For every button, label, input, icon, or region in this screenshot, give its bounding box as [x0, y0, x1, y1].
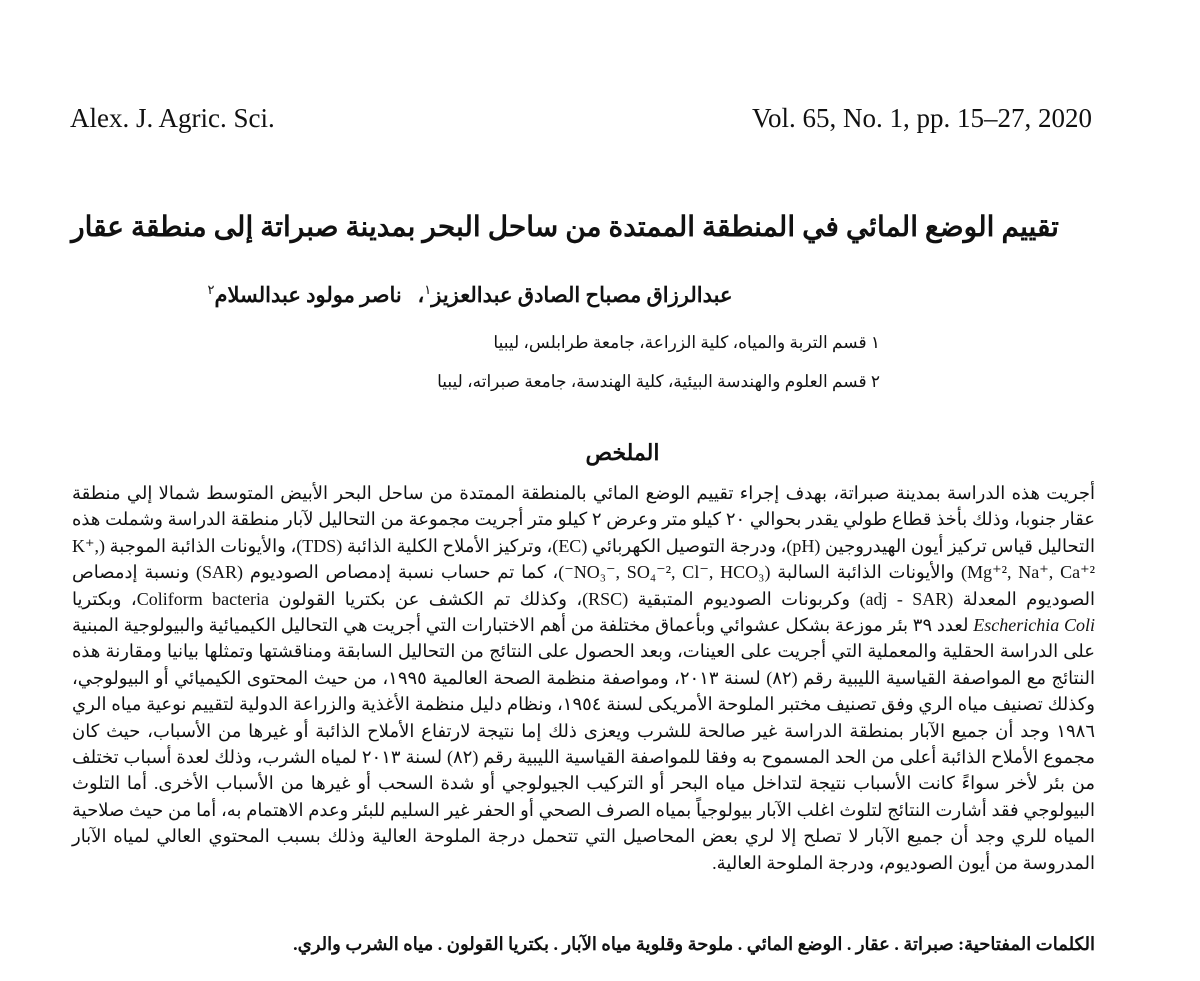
page-header: [70, 98, 1092, 138]
affiliation-2: ٢ قسم العلوم والهندسة البيئية، كلية الهندسة، جامعة صبراته، ليبيا: [437, 372, 880, 391]
author-list: [60, 282, 880, 308]
author-1: عبدالرزاق مصباح الصادق عبدالعزيز: [431, 283, 733, 307]
affiliation-1: ١ قسم التربة والمياه، كلية الزراعة، جامعة طرابلس، ليبيا: [493, 333, 880, 352]
abstract-heading: الملخص: [585, 440, 660, 465]
volume-info: Vol. 65, No. 1, pp. 15–27, 2020: [751, 102, 1092, 133]
abstract-body: [72, 480, 1095, 876]
species-name: Escherichia Coli: [973, 615, 1096, 636]
keywords: الكلمات المفتاحية: صبراتة . عقار . الوضع المائي . ملوحة وقلوية مياه الآبار . بكتريا القولون . مياه الشرب والري.: [293, 934, 1095, 954]
author-1-mark: ١: [424, 282, 432, 297]
paper-title: تقييم الوضع المائي في المنطقة الممتدة من ساحل البحر بمدينة صبراتة إلى منطقة عقار: [71, 212, 1059, 243]
abstract-text-part-1: أجريت هذه الدراسة بمدينة صبراتة، بهدف إجراء تقييم الوضع المائي بالمنطقة الممتدة من ساحل البحر الأبيض المتوسط شمالا إلي منطقة عقار جنوبا، وذلك بأخذ قطاع طولي يقدر بحوالي ٢٠ كيلو متر وعرض ٢ كيلو متر أجريت مجموعة من التحاليل لآبار منطقة الدراسة وشملت هذه التحاليل قياس تركيز أيون الهيدروجين (pH)، ودرجة التوصيل الكهربائي (EC)، وتركيز الأملاح الكلية الذائبة (TDS)، والأيونات الذائبة الموجبة (K⁺, Mg⁺², Na⁺, Ca⁺²) والأيونات الذائبة السالبة (NO₃⁻, SO₄⁻², Cl⁻, HCO₃⁻)، كما تم حساب نسبة إدمصاص الصوديوم (SAR) ونسبة إدمصاص الصوديوم المعدلة (adj - SAR) وكربونات الصوديوم المتبقية (RSC)، وكذلك تم الكشف عن بكتريا القولون Coliform bacteria، وبكتريا: [72, 483, 1096, 609]
author-2: ناصر مولود عبدالسلام: [214, 283, 402, 307]
author-2-mark: ٢: [207, 282, 215, 297]
abstract-text-part-2: لعدد ٣٩ بئر موزعة بشكل عشوائي وبأعماق مختلفة من أهم الاختبارات التي أجريت هي التحاليل الكيميائية والبيولوجية المبنية على الدراسة الحقلية والمعملية التي أجريت على العينات، وبعد الحصول على النتائج من التحاليل السابقة ومناقشتها وتمثلها بيانيا ومقارنة هذه النتائج مع المواصفة القياسية الليبية رقم (٨٢) لسنة ٢٠١٣، ومواصفة منظمة الصحة العالمية ١٩٩٥، من حيث المحتوى الكيميائي أو البيولوجي، وكذلك تصنيف مياه الري وفق تصنيف مختبر الملوحة الأمريكى لسنة ١٩٥٤، ونظام دليل منظمة الأغذية والزراعة الدولية لتقييم نوعية مياه الري ١٩٨٦ وجد أن جميع الآبار بمنطقة الدراسة غير صالحة للشرب ويعزى ذلك إما نتيجة لارتفاع الأملاح الذائبة أو غيرها من الأسباب، حيث كان مجموع الأملاح الذائبة أعلى من الحد المسموح به وفقا للمواصفة القياسية الليبية رقم (٨٢) لسنة ٢٠١٣ لمياه الشرب، وذلك لعدة أسباب تختلف من بئر لأخر سواءً كانت الأسباب نتيجة لتداخل مياه البحر أو التركيب الجيولوجي أو شدة السحب أو غيرها من الأسباب الأخرى. أما التلوث البيولوجي فقد أشارت النتائج لتلوث اغلب الآبار بيولوجياً بمياه الصرف الصحي أو الحفر غير السليم للبئر وعدم الاهتمام به، أما من حيث صلاحية المياه للري وجد أن جميع الآبار لا تصلح إلا لري بعض المحاصيل التي تتحمل درجة الملوحة العالية وذلك بسبب المحتوي العالي لمياه الآبار المدروسة من أيون الصوديوم، ودرجة الملوحة العالية.: [72, 615, 1095, 873]
author-separator: ،: [417, 283, 425, 307]
journal-name: Alex. J. Agric. Sci.: [70, 102, 275, 133]
